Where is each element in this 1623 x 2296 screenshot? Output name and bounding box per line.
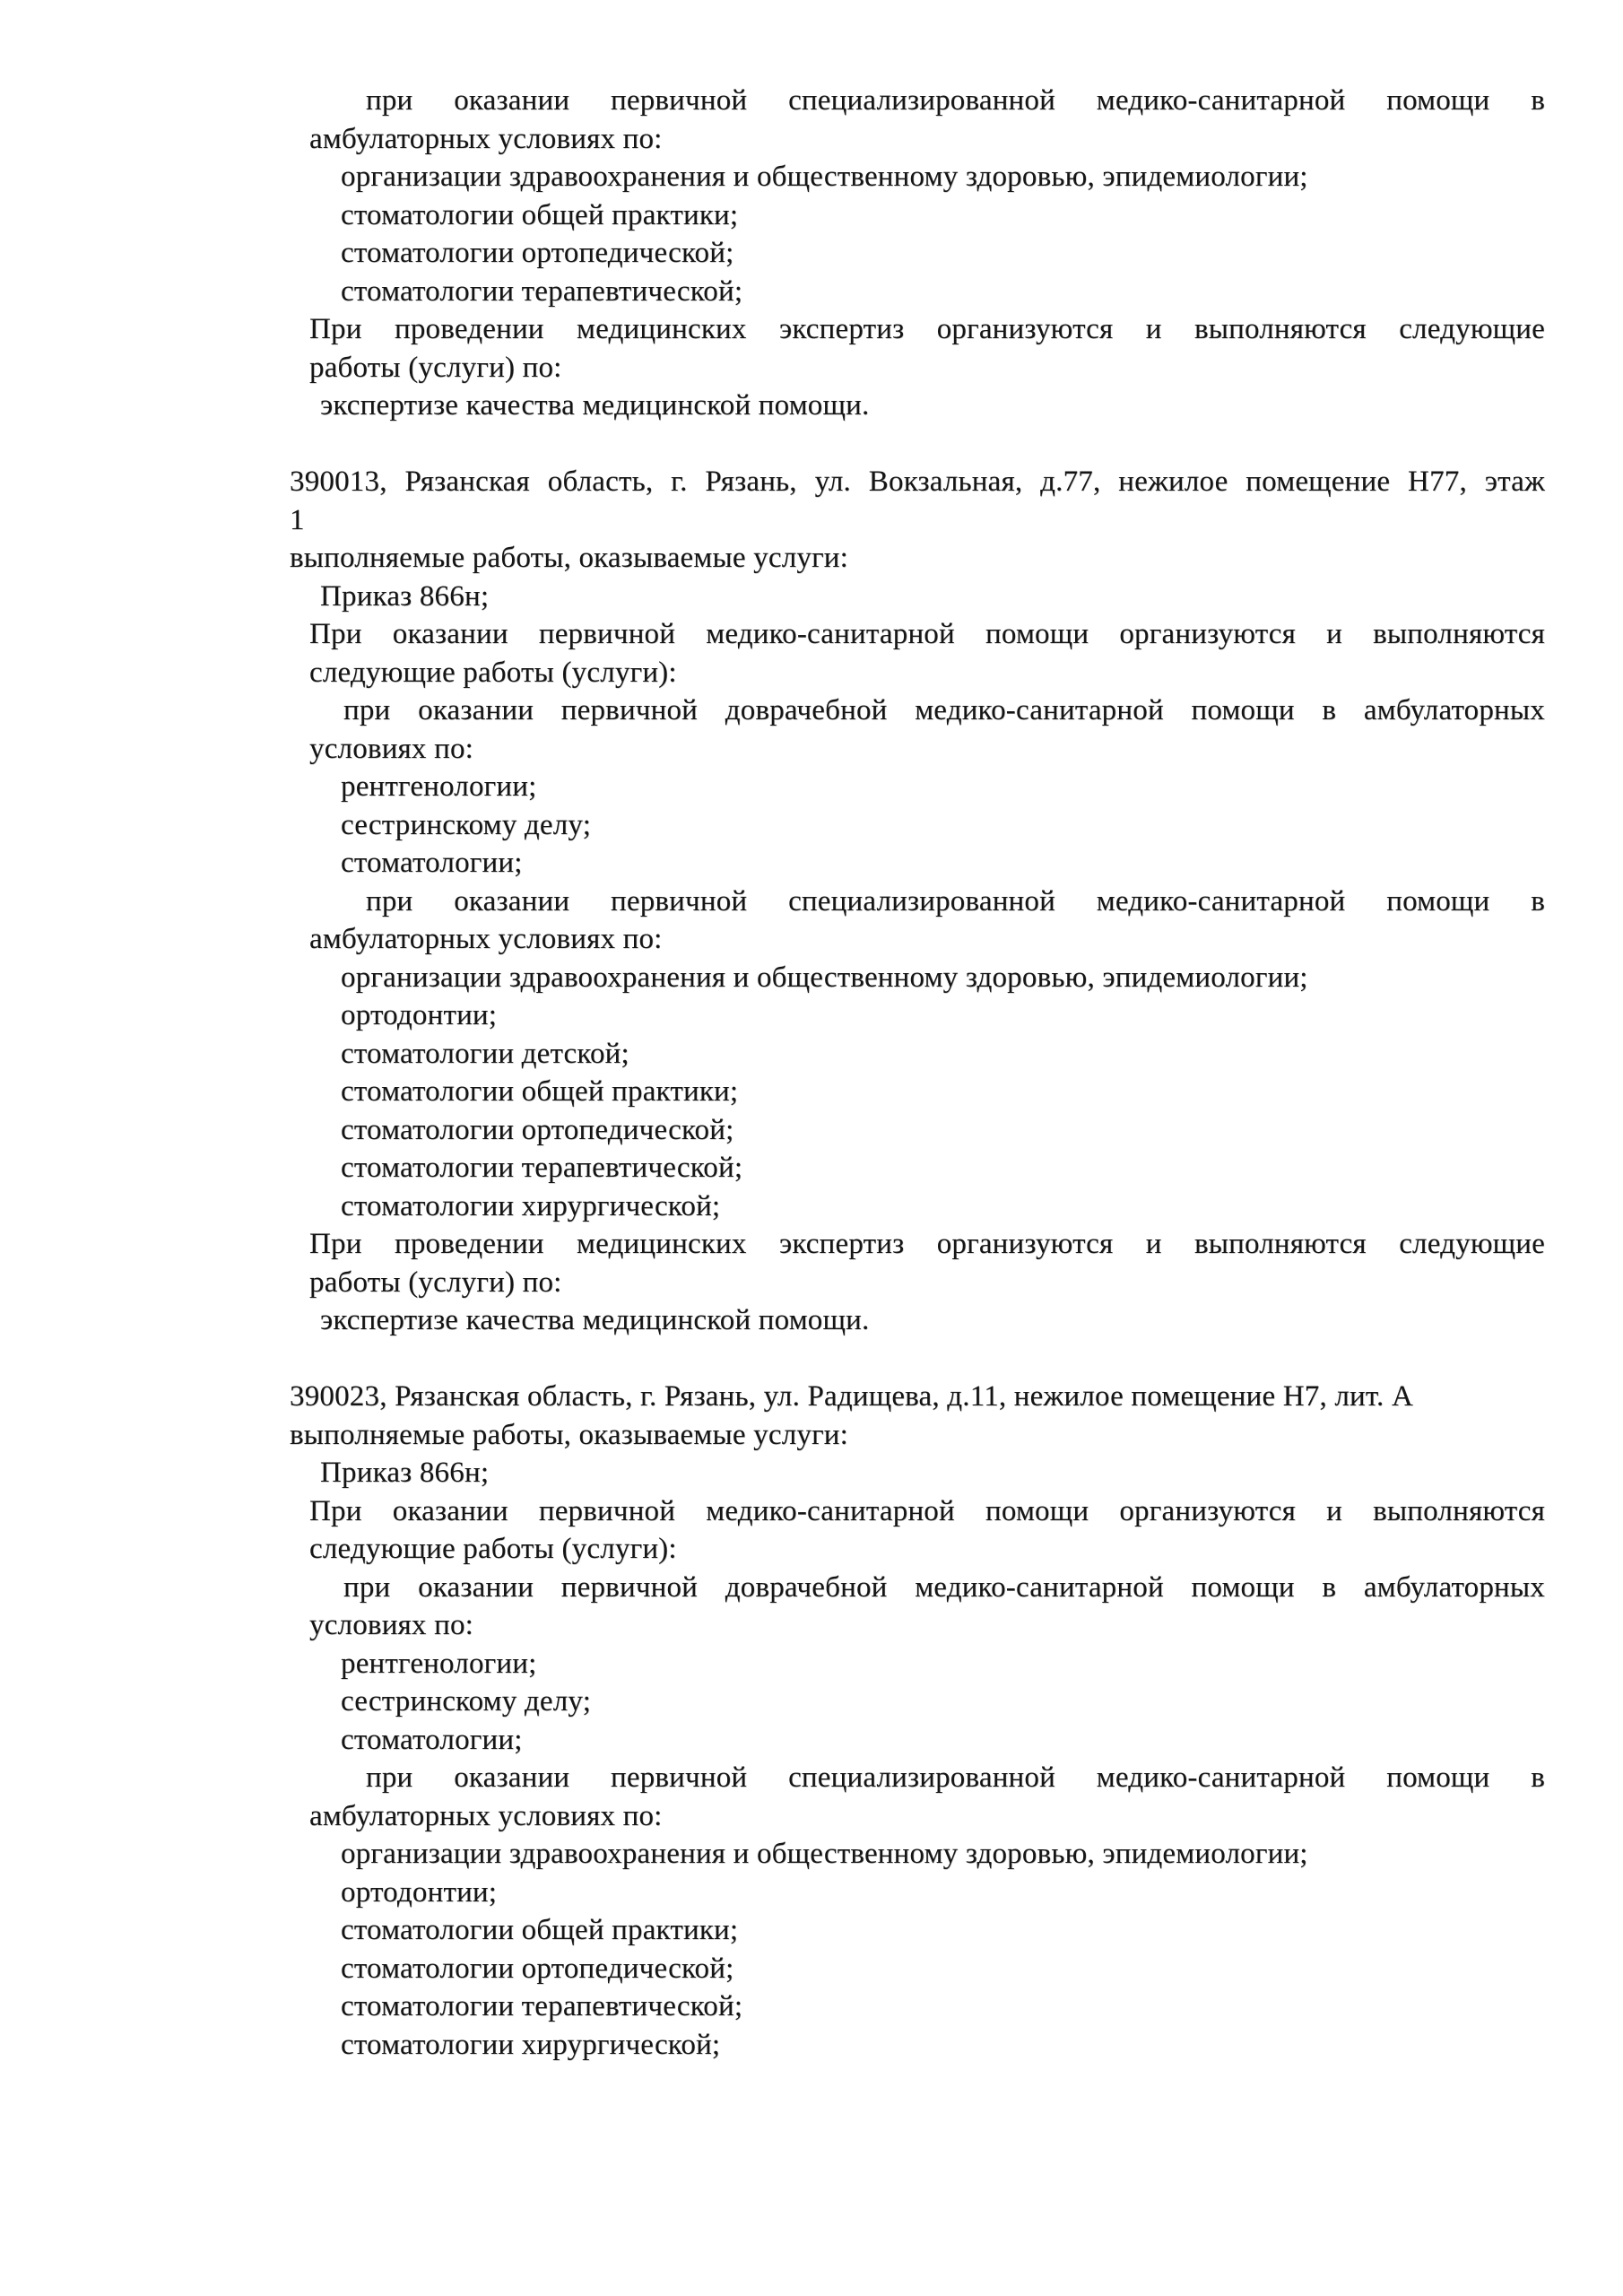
text-line: организации здравоохранения и общественному здоровью, эпидемиологии;	[341, 161, 1308, 193]
text-line: при оказании первичной специализированной медико-санитарной помощи в	[366, 84, 1545, 117]
text-line: экспертизе качества медицинской помощи.	[320, 1304, 870, 1336]
text-line: стоматологии;	[341, 1723, 523, 1756]
text-line: условиях по:	[309, 732, 474, 765]
text-line: стоматологии хирургической;	[341, 2028, 721, 2061]
text-line: при оказании первичной доврачебной медико-санитарной помощи в амбулаторных	[343, 1570, 1545, 1604]
text-line: работы (услуги) по:	[309, 351, 562, 384]
text-line: При оказании первичной медико-санитарной помощи организуются и выполняются	[309, 618, 1545, 650]
text-line: стоматологии ортопедической;	[341, 237, 734, 269]
text-line: 390013, Рязанская область, г. Рязань, ул. Вокзальная, д.77, нежилое помещение Н77, этаж	[290, 465, 1545, 498]
text-line: выполняемые работы, оказываемые услуги:	[290, 542, 849, 574]
text-line: стоматологии ортопедической;	[341, 1952, 734, 1985]
text-line: Приказ 866н;	[320, 1457, 490, 1489]
text-line: сестринскому делу;	[341, 1685, 592, 1718]
text-line: стоматологии;	[341, 847, 523, 879]
text-line: При оказании первичной медико-санитарной помощи организуются и выполняются	[309, 1494, 1545, 1527]
text-line: при оказании первичной доврачебной медико-санитарной помощи в амбулаторных	[343, 694, 1545, 726]
text-line: При проведении медицинских экспертиз организуются и выполняются следующие	[309, 1228, 1545, 1260]
text-line: амбулаторных условиях по:	[309, 122, 663, 155]
text-line: Приказ 866н;	[320, 579, 490, 613]
text-line: ортодонтии;	[341, 1875, 498, 1909]
text-line: стоматологии детской;	[341, 1037, 629, 1070]
text-line: экспертизе качества медицинской помощи.	[320, 389, 870, 422]
text-line: стоматологии общей практики;	[341, 198, 739, 231]
text-line: условиях по:	[309, 1609, 474, 1641]
text-line: 1	[290, 503, 305, 536]
license-document-page	[290, 82, 1545, 2064]
text-line: 390023, Рязанская область, г. Рязань, ул. Радищева, д.11, нежилое помещение Н7, лит. А	[290, 1380, 1413, 1413]
text-line: стоматологии общей практики;	[341, 1914, 739, 1946]
text-line: следующие работы (услуги):	[309, 1533, 677, 1565]
text-line: амбулаторных условиях по:	[309, 923, 663, 955]
text-line: При проведении медицинских экспертиз организуются и выполняются следующие	[309, 313, 1545, 345]
text-line: организации здравоохранения и общественному здоровью, эпидемиологии;	[341, 961, 1308, 994]
text-line: амбулаторных условиях по:	[309, 1799, 663, 1832]
text-line: стоматологии терапевтической;	[341, 1152, 743, 1184]
text-line: стоматологии ортопедической;	[341, 1113, 734, 1146]
text-line: организации здравоохранения и общественному здоровью, эпидемиологии;	[341, 1838, 1308, 1870]
text-line: работы (услуги) по:	[309, 1265, 562, 1299]
text-line: рентгенологии;	[341, 1647, 537, 1680]
text-line: рентгенологии;	[341, 770, 537, 803]
text-line: следующие работы (услуги):	[309, 656, 677, 689]
text-line: стоматологии общей практики;	[341, 1075, 739, 1108]
text-line: сестринскому делу;	[341, 808, 592, 841]
text-line: при оказании первичной специализированной медико-санитарной помощи в	[366, 884, 1545, 918]
text-line: стоматологии терапевтической;	[341, 1990, 743, 2022]
text-line: при оказании первичной специализированной медико-санитарной помощи в	[366, 1761, 1545, 1794]
text-line: стоматологии хирургической;	[341, 1189, 721, 1222]
text-line: стоматологии терапевтической;	[341, 274, 743, 308]
text-line: выполняемые работы, оказываемые услуги:	[290, 1418, 849, 1451]
text-line: ортодонтии;	[341, 999, 498, 1031]
